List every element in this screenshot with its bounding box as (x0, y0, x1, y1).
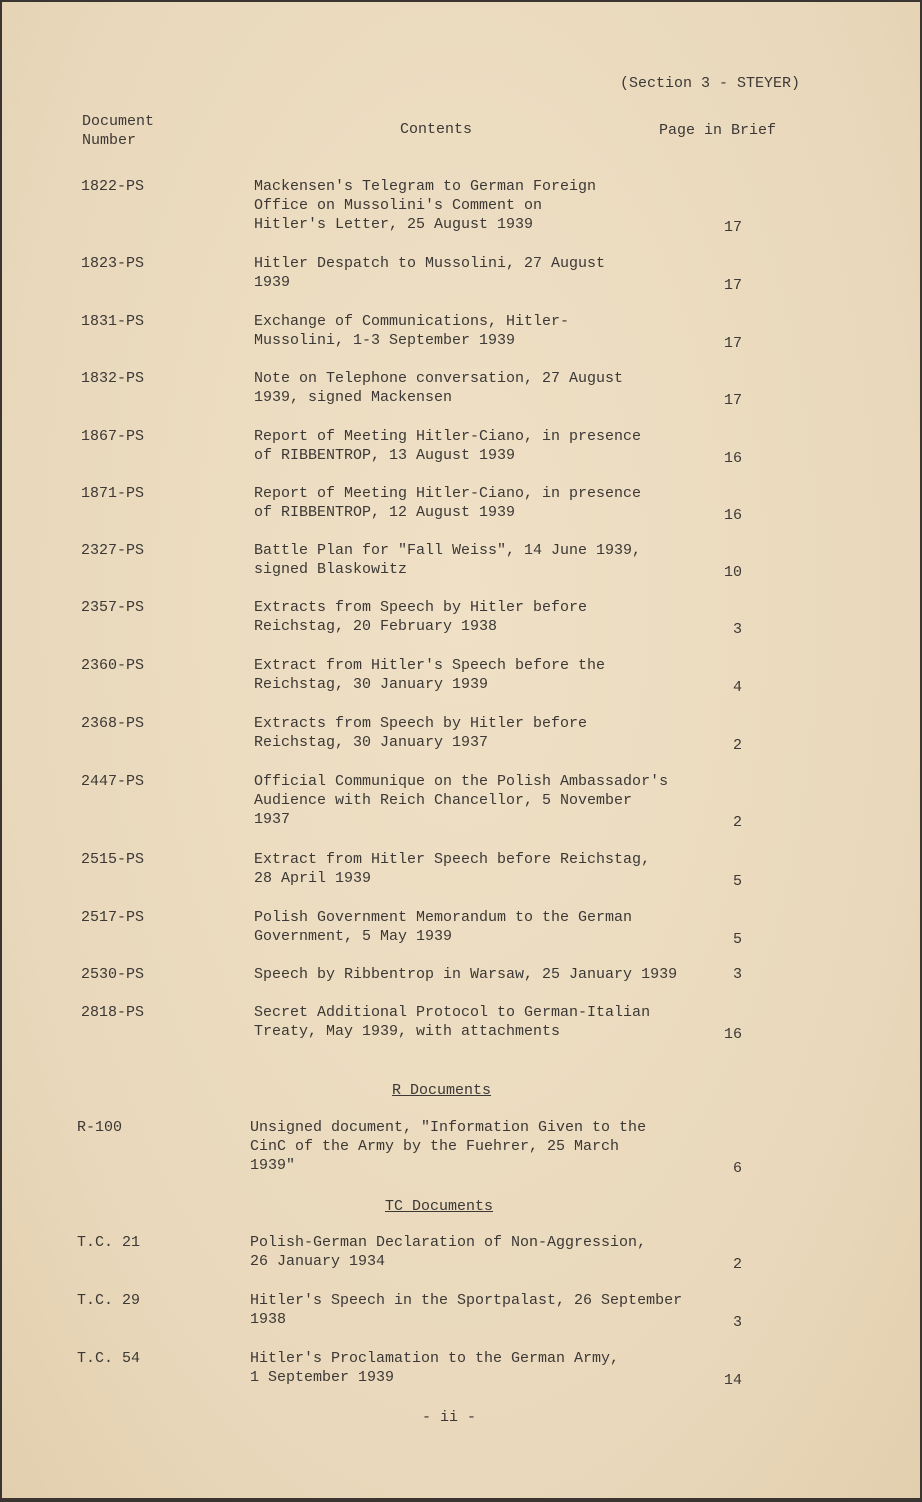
page-in-brief: 16 (723, 450, 742, 467)
page-in-brief: 17 (723, 335, 742, 352)
column-header-contents: Contents (400, 121, 473, 138)
page-in-brief: 3 (732, 1314, 742, 1331)
document-contents: Mackensen's Telegram to German Foreign Office on Mussolini's Comment on Hitler's Letter, 25 August 1939 (254, 178, 597, 233)
r-documents-heading: R Documents (392, 1082, 492, 1099)
document-number: T.C. 21 (77, 1234, 141, 1251)
document-contents: Polish Government Memorandum to the German Government, 5 May 1939 (254, 909, 633, 945)
document-contents: Unsigned document, "Information Given to the CinC of the Army by the Fuehrer, 25 March 1939" (250, 1119, 647, 1174)
document-number: T.C. 54 (77, 1350, 141, 1367)
document-number: 2447-PS (81, 773, 145, 790)
document-number: 2368-PS (81, 715, 145, 732)
document-contents: Hitler's Speech in the Sportpalast, 26 September 1938 (250, 1292, 683, 1328)
document-number: 1832-PS (81, 370, 145, 387)
column-header-page-in-brief: Page in Brief (659, 122, 777, 139)
page-in-brief: 17 (723, 392, 742, 409)
document-contents: Speech by Ribbentrop in Warsaw, 25 January 1939 (254, 966, 678, 983)
page-in-brief: 2 (732, 1256, 742, 1273)
document-contents: Polish-German Declaration of Non-Aggression, 26 January 1934 (250, 1234, 647, 1270)
page-in-brief: 17 (723, 277, 742, 294)
document-number: 2517-PS (81, 909, 145, 926)
document-contents: Official Communique on the Polish Ambassador's Audience with Reich Chancellor, 5 November 1937 (254, 773, 669, 828)
document-number: 2327-PS (81, 542, 145, 559)
document-number: T.C. 29 (77, 1292, 141, 1309)
page-in-brief: 5 (732, 873, 742, 890)
page-in-brief: 14 (723, 1372, 742, 1389)
document-number: 1822-PS (81, 178, 145, 195)
document-contents: Exchange of Communications, Hitler- Mussolini, 1-3 September 1939 (254, 313, 570, 349)
document-contents: Extracts from Speech by Hitler before Reichstag, 20 February 1938 (254, 599, 588, 635)
page-in-brief: 4 (732, 679, 742, 696)
document-contents: Secret Additional Protocol to German-Italian Treaty, May 1939, with attachments (254, 1004, 651, 1040)
document-contents: Hitler Despatch to Mussolini, 27 August 1939 (254, 255, 606, 291)
document-contents: Report of Meeting Hitler-Ciano, in presence of RIBBENTROP, 13 August 1939 (254, 428, 642, 464)
page-in-brief: 5 (732, 931, 742, 948)
document-number: 1871-PS (81, 485, 145, 502)
document-contents: Extracts from Speech by Hitler before Reichstag, 30 January 1937 (254, 715, 588, 751)
tc-documents-heading: TC Documents (385, 1198, 494, 1215)
page-in-brief: 3 (732, 621, 742, 638)
document-number: 2530-PS (81, 966, 145, 983)
document-contents: Extract from Hitler's Speech before the Reichstag, 30 January 1939 (254, 657, 606, 693)
document-number: 2515-PS (81, 851, 145, 868)
page-in-brief: 3 (732, 966, 742, 983)
page-number-footer: - ii - (422, 1409, 477, 1426)
document-number: 2818-PS (81, 1004, 145, 1021)
document-contents: Extract from Hitler Speech before Reichstag, 28 April 1939 (254, 851, 651, 887)
document-number: 1823-PS (81, 255, 145, 272)
document-number: 1831-PS (81, 313, 145, 330)
page-in-brief: 2 (732, 737, 742, 754)
document-number: R-100 (77, 1119, 123, 1136)
column-header-document-number: Document Number (82, 113, 155, 149)
document-number: 2360-PS (81, 657, 145, 674)
document-contents: Battle Plan for "Fall Weiss", 14 June 1939, signed Blaskowitz (254, 542, 642, 578)
section-label: (Section 3 - STEYER) (620, 75, 801, 92)
page-in-brief: 16 (723, 507, 742, 524)
page-in-brief: 16 (723, 1026, 742, 1043)
document-contents: Hitler's Proclamation to the German Army, 1 September 1939 (250, 1350, 620, 1386)
document-contents: Note on Telephone conversation, 27 August 1939, signed Mackensen (254, 370, 624, 406)
document-page (2, 2, 920, 1498)
page-in-brief: 6 (732, 1160, 742, 1177)
document-contents: Report of Meeting Hitler-Ciano, in presence of RIBBENTROP, 12 August 1939 (254, 485, 642, 521)
page-in-brief: 10 (723, 564, 742, 581)
document-number: 1867-PS (81, 428, 145, 445)
document-number: 2357-PS (81, 599, 145, 616)
page-in-brief: 2 (732, 814, 742, 831)
page-in-brief: 17 (723, 219, 742, 236)
